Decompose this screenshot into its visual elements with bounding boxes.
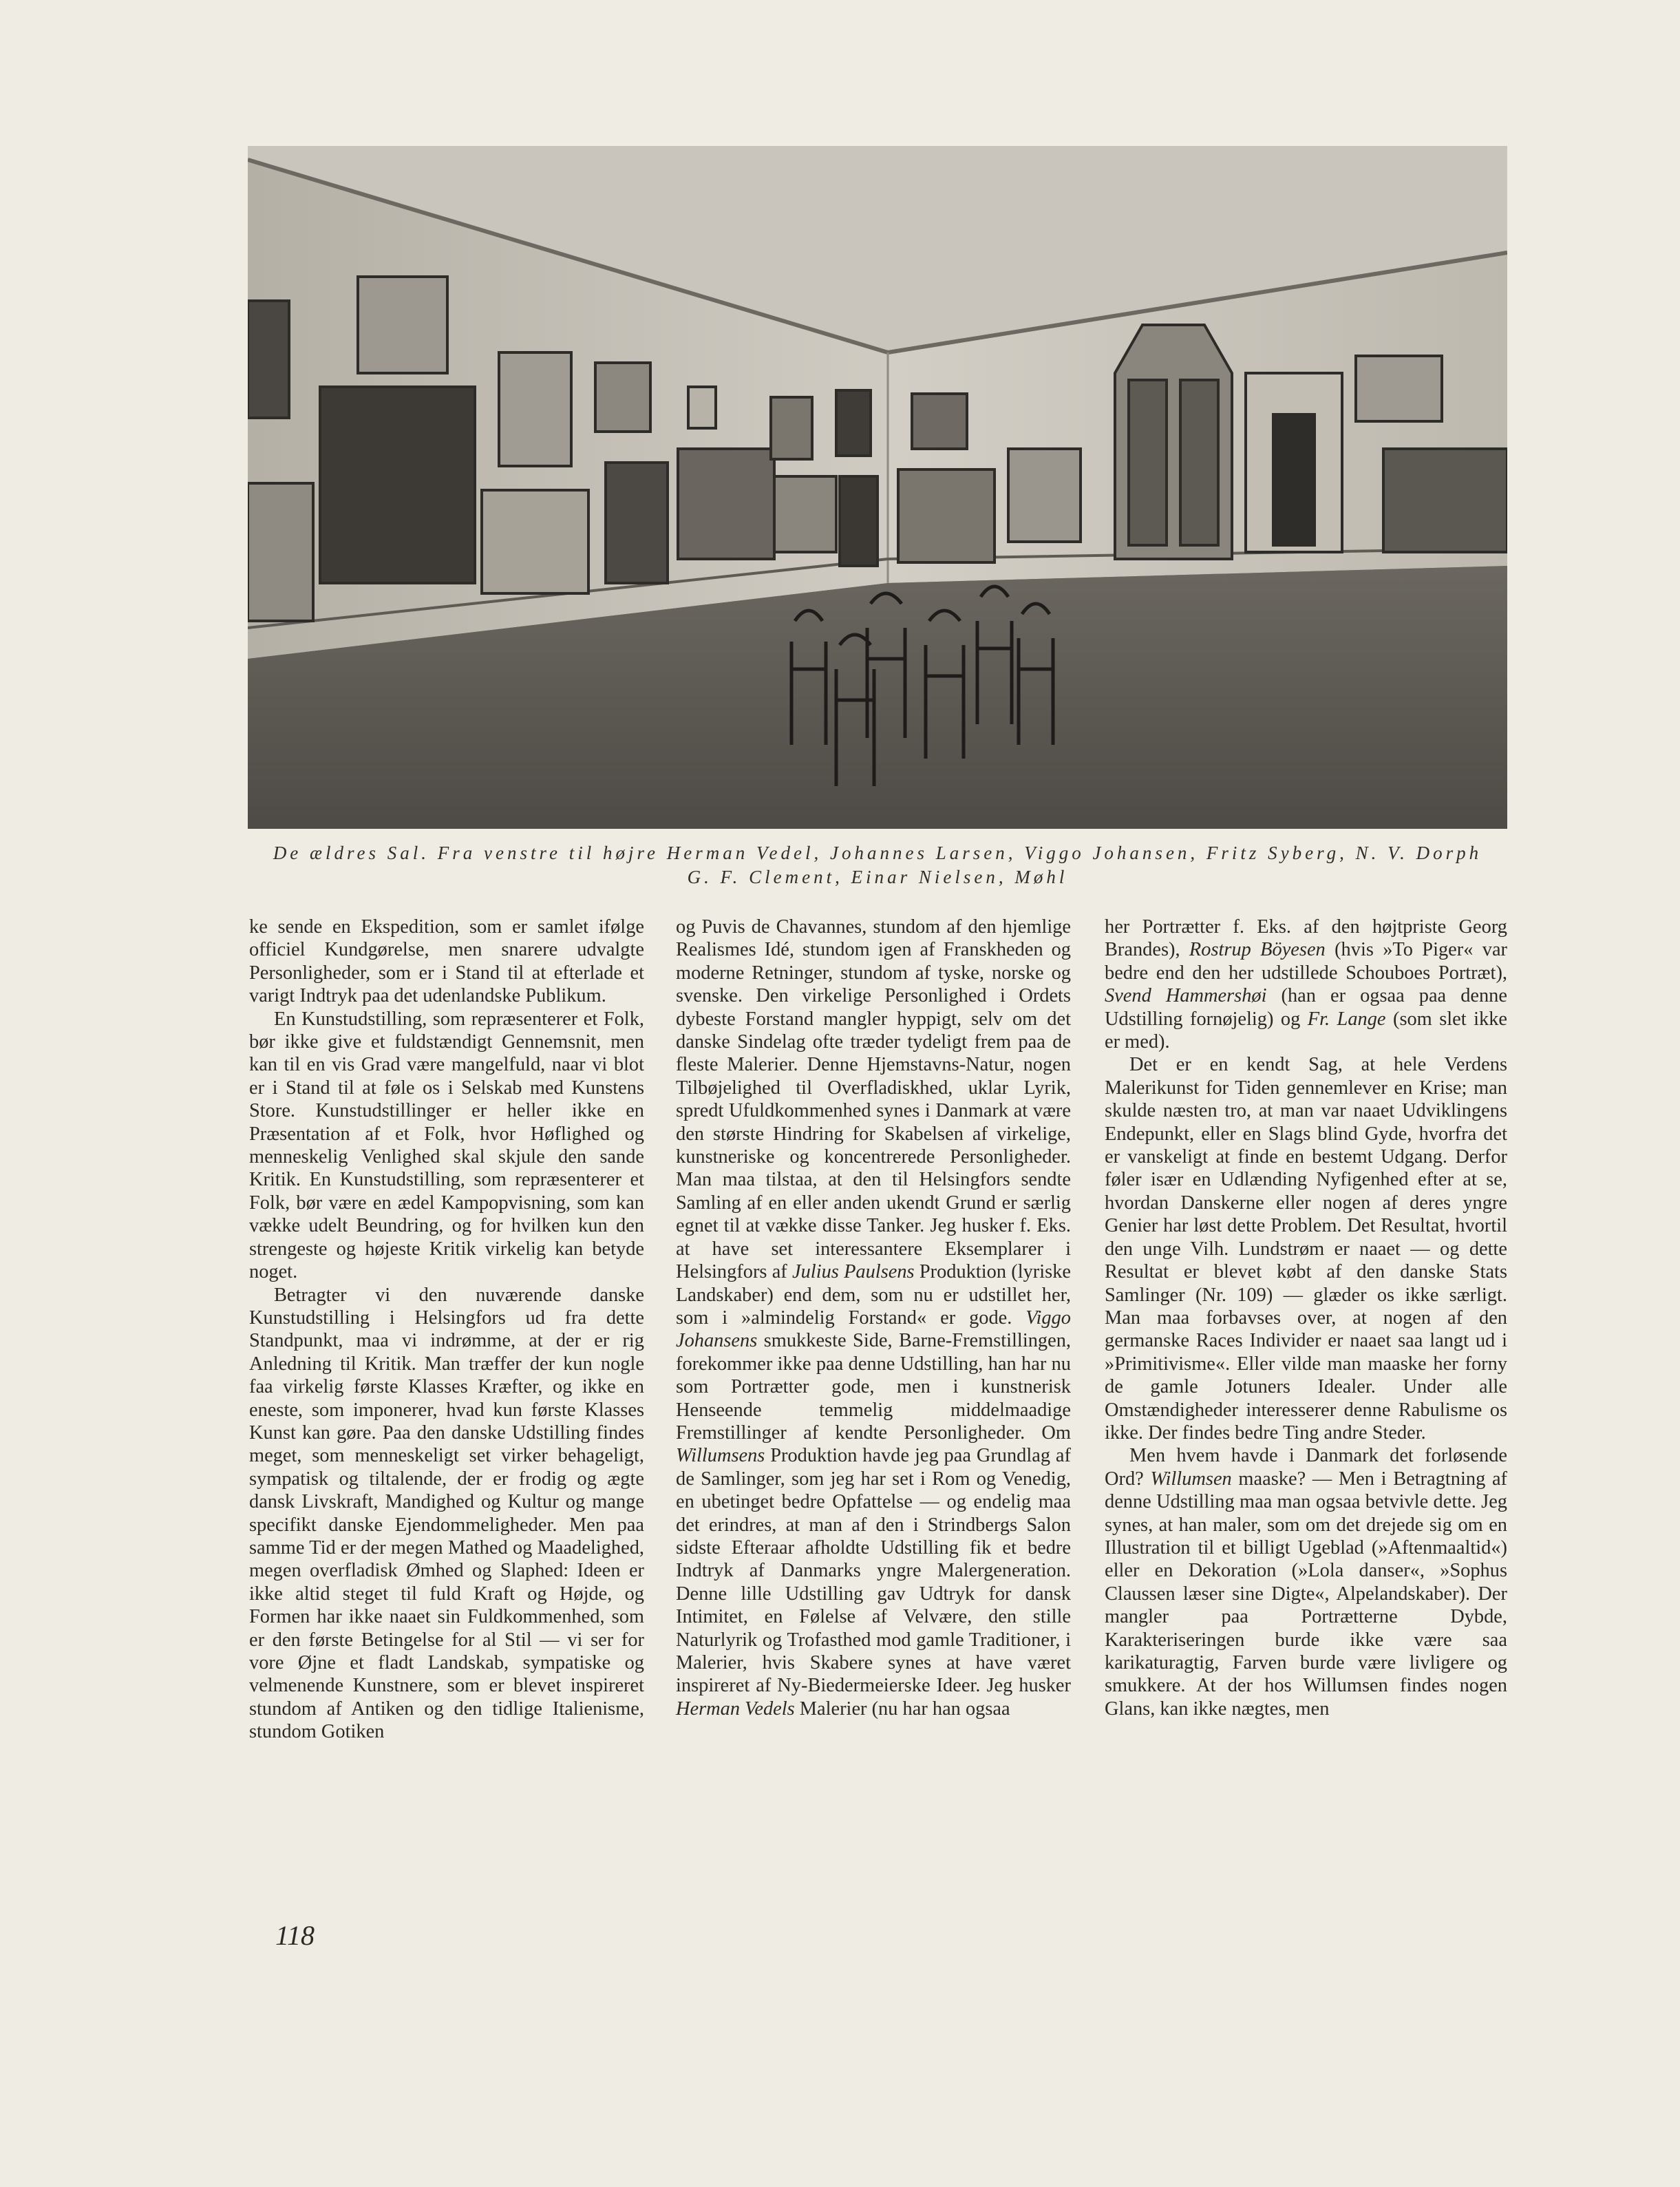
artist-name: Willumsen bbox=[1150, 1468, 1232, 1490]
paragraph bbox=[676, 916, 1071, 1720]
text-run: her Portrætter f. Eks. af den højtpriste Georg Brandes), bbox=[1105, 916, 1507, 961]
paragraph bbox=[1105, 1444, 1507, 1720]
text-run: smukkeste Side, Barne-Fremstillingen, forekommer ikke paa denne Udstilling, han har nu som Portrætter gode, men i kunstnerisk Henseende temmelig middelmaadige Fremstillinger af kendte Personligheder. Om bbox=[676, 1330, 1071, 1444]
text-run: Produktion (lyriske Landskaber) end dem, som nu er udstillet her, som i »almindelig Forstand« er gode. bbox=[676, 1261, 1071, 1329]
text-run: (som slet ikke er med). bbox=[1105, 1008, 1507, 1053]
artist-name: Svend Hammershøi bbox=[1105, 985, 1267, 1007]
artist-name: Julius Paulsens bbox=[792, 1261, 915, 1283]
gallery-photograph bbox=[248, 146, 1507, 829]
artist-name: Viggo Johansens bbox=[676, 1307, 1071, 1352]
text-run: Men hvem havde i Danmark det forløsende Ord? bbox=[1105, 1445, 1507, 1490]
page-number: 118 bbox=[275, 1920, 315, 1951]
paragraph: En Kunstudstilling, som repræsenterer et Folk, bør ikke give et fuldstændigt Gennemsnit, men kan til en vis Grad være mangelfuld, naar vi blot er i Stand til at føle os i Selskab med Kunstens Store. Kunstudstillinger er heller ikke en Præsentation af et Folk, hvor Høflighed og menneskelig Venlighed skal skjule den sande Kritik. En Kunstudstilling, som repræsenterer et Folk, bør være en ædel Kampopvisning, som kan vække udelt Beundring, og for hvilken kun den strengeste og højeste Kritik virkelig kan betyde noget. bbox=[249, 1008, 644, 1283]
text-column-3 bbox=[1105, 916, 1507, 1720]
caption-line-2: G. F. Clement, Einar Nielsen, Møhl bbox=[687, 867, 1068, 887]
artist-name: Fr. Lange bbox=[1307, 1008, 1386, 1030]
gallery-photograph-drawing bbox=[248, 146, 1507, 829]
text-run: maaske? — Men i Betragtning af denne Udstilling maa man ogsaa betvivle dette. Jeg synes, at han maler, som om det drejede sig om en Illustration til et billigt Ugeblad (»Aftenmaaltid«) eller en Dekoration (»Lola danser«, »Sophus Claussen læser sine Digte«, Alpelandskaber). Der mangler paa Portrætterne Dybde, Karakteriseringen burde ikke være saa karikaturagtig, Farven burde være livligere og smukkere. At der hos Willumsen findes nogen Glans, kan ikke nægtes, men bbox=[1105, 1468, 1508, 1720]
artist-name: Herman Vedels bbox=[676, 1698, 795, 1720]
paragraph: ke sende en Ekspedition, som er samlet ifølge officiel Kundgørelse, men snarere udvalgte Personligheder, som er i Stand til at efterlade et varigt Indtryk paa det udenlandske Publikum. bbox=[249, 916, 644, 1007]
text-column-1 bbox=[249, 916, 644, 1744]
artist-name: Rostrup Böyesen bbox=[1189, 939, 1326, 961]
paragraph bbox=[1105, 916, 1507, 1053]
paragraph: Det er en kendt Sag, at hele Verdens Malerikunst for Tiden gennemlever en Krise; man skulde næsten tro, at man var naaet Udviklingens Endepunkt, eller en Slags blind Gyde, hvorfra det er vanskeligt at finde en bestemt Udgang. Derfor føler især en Udlænding Nyfigenhed efter at se, hvordan Danskerne eller nogen af deres yngre Genier har løst dette Problem. Det Resultat, hvortil den unge Vilh. Lundstrøm er naaet — og dette Resultat er blevet købt af den danske Stats Samlinger (Nr. 109) — glæder os ikke særligt. Man maa forbavses over, at nogen af den germanske Races Individer er naaet saa langt ud i »Primitivisme«. Eller vilde man maaske her forny de gamle Jotuners Idealer. Under alle Omstændigheder interesserer denne Rabulisme os ikke. Der findes bedre Ting andre Steder. bbox=[1105, 1054, 1507, 1444]
photo-caption bbox=[248, 841, 1507, 889]
text-run: Malerier (nu har han ogsaa bbox=[794, 1698, 1010, 1720]
text-run: og Puvis de Chavannes, stundom af den hjemlige Realismes Idé, stundom igen af Franskheden og moderne Retninger, stundom af tyske, norske og svenske. Den virkelige Personlighed i Ordets dybeste Forstand mangler hyppigt, selv om det danske Sindelag ofte træder tydeligt frem paa de fleste Malerier. Denne Hjemstavns-Natur, nogen Tilbøjelighed til Overfladiskhed, uklar Lyrik, spredt Ufuldkommenhed synes i Danmark at være den største Hindring for Skabelsen af virkelige, kunstneriske og koncentrerede Personligheder. Man maa tilstaa, at den til Helsingfors sendte Samling af en eller anden ukendt Grund er særlig egnet til at vække disse Tanker. Jeg husker f. Eks. at have set interessantere Eksemplarer i Helsingfors af bbox=[676, 916, 1071, 1283]
artist-name: Willumsens bbox=[676, 1445, 765, 1467]
text-run: Produktion havde jeg paa Grundlag af de Samlinger, som jeg har set i Rom og Venedig, en ubetinget bedre Opfattelse — og endelig maa det erindres, at man af den i Strindbergs Salon sidste Efteraar afholdte Udstilling fik et bedre Indtryk af Danmarks yngre Malergeneration. Denne lille Udstilling gav Udtryk for dansk Intimitet, en Følelse af Velvære, den stille Naturlyrik og Trofasthed mod gamle Traditioner, i Malerier, hvis Skabere synes at have været inspireret af Ny-Biedermeierske Ideer. Jeg husker bbox=[676, 1445, 1071, 1697]
text-run: (hvis »To Piger« var bedre end den her udstillede Schouboes Portræt), bbox=[1105, 939, 1507, 984]
paragraph: Betragter vi den nuværende danske Kunstudstilling i Helsingfors ud fra dette Standpunkt, maa vi indrømme, at der er rig Anledning til Kritik. Man træffer der kun nogle faa virkelig første Klasses Kræfter, og ikke en eneste, som imponerer, hvad kun første Klasses Kunst kan gøre. Paa den danske Udstilling findes meget, som menneskeligt set virker behageligt, sympatisk og tiltalende, der er frodig og ægte dansk Livskraft, Mandighed og Kultur og mange specifikt danske Ejendommeligheder. Men paa samme Tid er der megen Mathed og Maadelighed, megen overfladisk Ømhed og Slaphed: Ideen er ikke altid steget til fuld Kraft og Højde, og Formen har ikke naaet sin Fuldkommenhed, som er den første Betingelse for al Stil — vi ser for vore Øjne et fladt Landskab, sympatiske og velmenende Kunstnere, som er blevet inspireret stundom af Antiken og den tidlige Italienisme, stundom Gotiken bbox=[249, 1284, 644, 1743]
caption-line-1: De ældres Sal. Fra venstre til højre Herman Vedel, Johannes Larsen, Viggo Johansen, Fritz Syberg, N. V. Dorph bbox=[273, 843, 1482, 863]
article-body bbox=[249, 916, 1509, 1907]
text-column-2 bbox=[676, 916, 1071, 1720]
text-run: (han er ogsaa paa denne Udstilling fornøjelig) og bbox=[1105, 985, 1507, 1030]
